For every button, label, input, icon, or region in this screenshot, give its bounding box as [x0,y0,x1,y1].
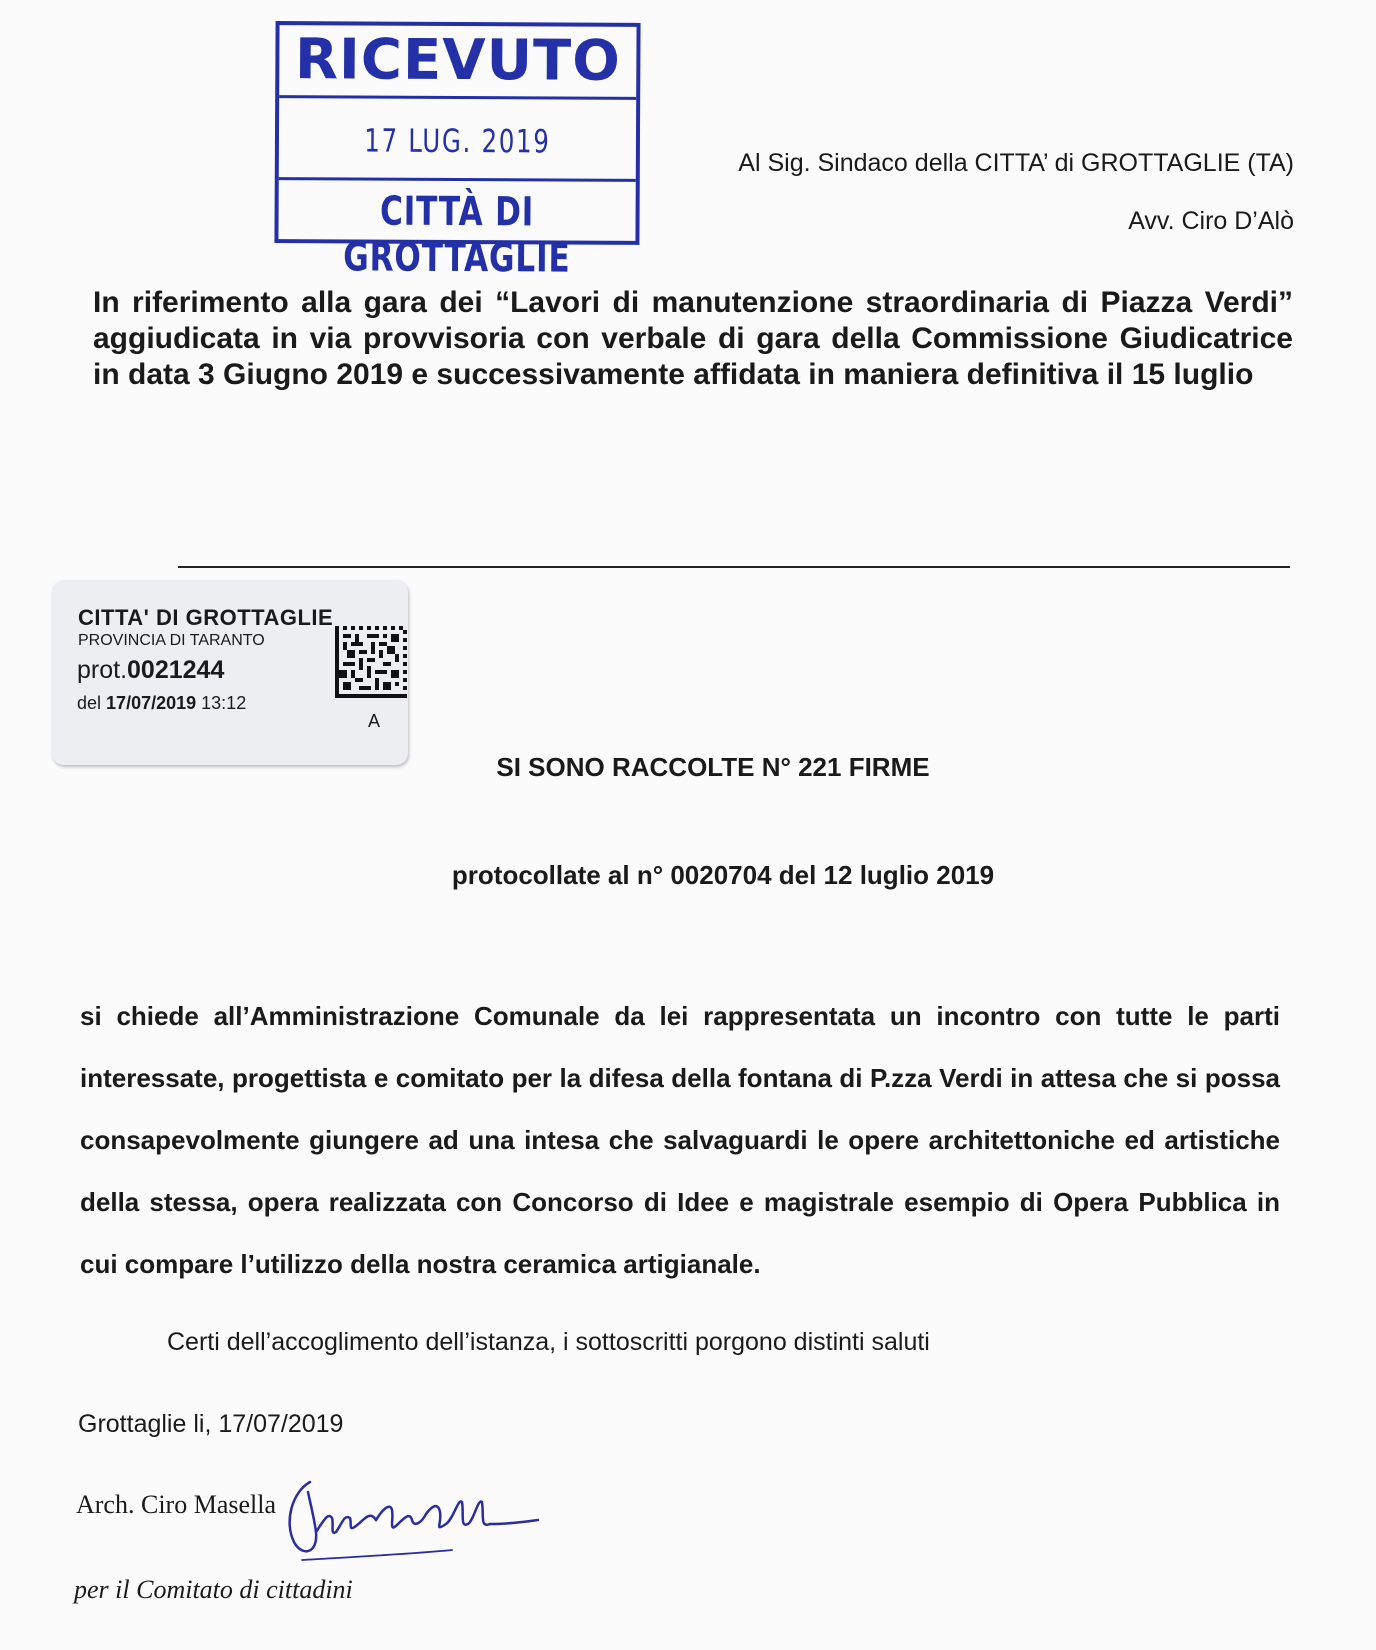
signatures-collected: SI SONO RACCOLTE N° 221 FIRME [496,752,930,782]
sticker-protocol [77,656,224,685]
sticker-prot-label: prot. [77,656,128,684]
sticker-prot-number: 0021244 [127,656,225,684]
sticker-date [77,693,246,714]
received-stamp [274,21,640,282]
protocolled-line: protocollate al n° 0020704 del 12 luglio 2019 [451,860,995,890]
addressee-line2: Avv. Ciro D’Alò [1128,207,1294,235]
signer-name: Arch. Ciro Masella [76,1490,277,1519]
sticker-letter: A [368,711,381,731]
sticker-del-time: 13:12 [201,693,247,713]
sticker-del-date: 17/07/2019 [106,693,197,713]
stamp-date: 17 LUG. 2019 [364,121,551,161]
handwritten-signature [272,1462,542,1572]
place-date: Grottaglie li, 17/07/2019 [78,1410,344,1438]
stamp-divider [279,95,636,100]
addressee-line1: Al Sig. Sindaco della CITTA’ di GROTTAGLIE (TA) [738,149,1294,177]
intro-paragraph: In riferimento alla gara dei “Lavori di manutenzione straordinaria di Piazza Verdi” aggiudicata in via provvisoria con verbale di gara della Commissione Giudicatrice in data 3 Giugno 2019 e successivamente affidata in maniera definitiva il 15 luglio [93,286,1293,391]
sticker-province: PROVINCIA DI TARANTO [78,632,265,649]
stamp-city: CITTÀ DI GROTTAGLIE [343,188,571,282]
divider-line [178,566,1290,568]
committee-line: per il Comitato di cittadini [74,1575,353,1604]
sticker-city: CITTA' DI GROTTAGLIE [78,605,334,630]
closing-line: Certi dell’accoglimento dell’istanza, i sottoscritti porgono distinti saluti [167,1328,930,1356]
request-paragraph: si chiede all’Amministrazione Comunale da lei rappresentata un incontro con tutte le parti interessate, progettista e comitato per la difesa della fontana di P.zza Verdi in attesa che si possa consapevolmente giungere ad una intesa che salvaguardi le opere architettoniche ed artistiche della stessa, opera realizzata con Concorso di Idee e magistrale esempio di Opera Pubblica in cui compare l’utilizzo della nostra ceramica artigianale. [80,1001,1280,1279]
datamatrix-code-icon [335,626,407,698]
stamp-title: RICEVUTO [294,27,622,94]
protocol-sticker [52,580,408,765]
sticker-del-label: del [77,693,102,713]
addressee [738,134,1294,250]
stamp-divider [279,177,636,182]
